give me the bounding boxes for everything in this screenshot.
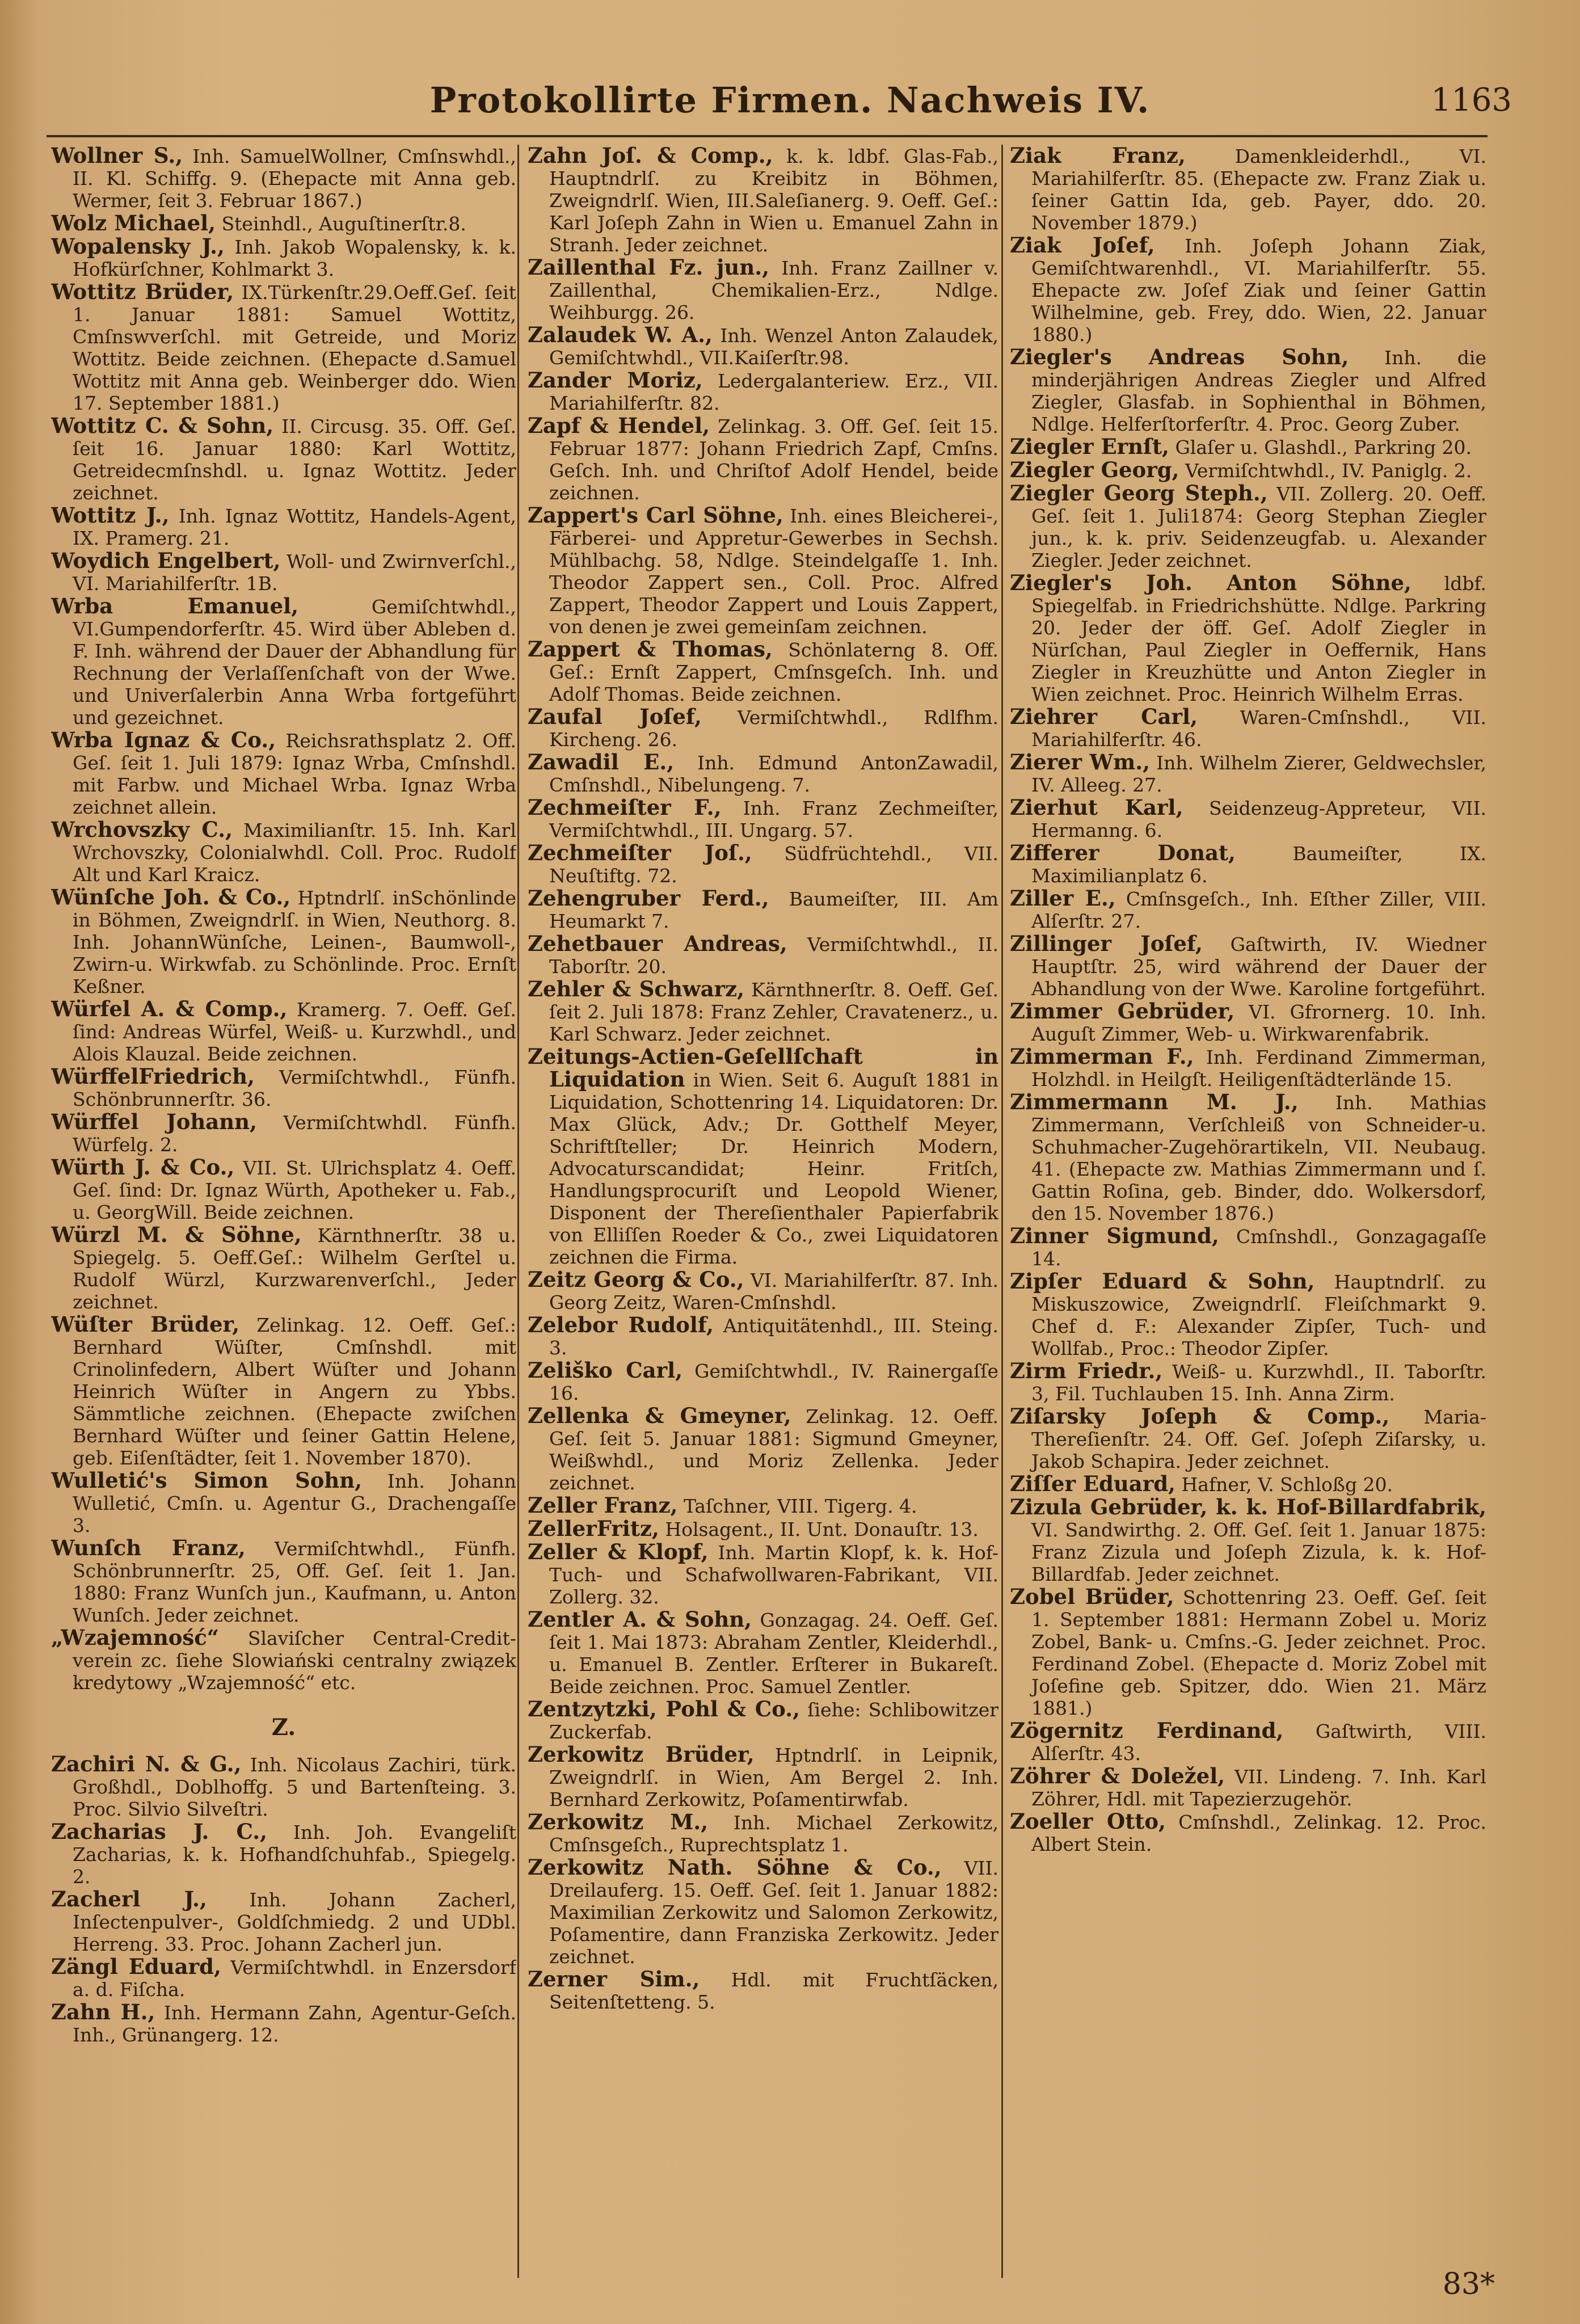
directory-entry xyxy=(1010,1473,1486,1496)
firm-details: Zelinkag. 3. Off. Geſ. ſeit 15. Februar 1877: Johann Friedrich Zapf, Cmſns. Geſch. Inh. und Chriſtof Adolf Hendel, beide zeichnen. xyxy=(549,415,998,504)
firm-details: Cmſnsgeſch., Inh. Eſther Ziller, VIII. Alſerſtr. 27. xyxy=(1031,888,1486,932)
firm-details: Inh. SamuelWollner, Cmſnswhdl., II. Kl. Schiffg. 9. (Ehepacte mit Anna geb. Wermer, ſeit 3. Februar 1867.) xyxy=(73,145,516,212)
column-divider xyxy=(517,145,519,2278)
directory-entry xyxy=(528,504,998,638)
directory-entry xyxy=(528,1744,998,1811)
firm-name: Zentzytzki, Pohl & Co., xyxy=(528,1696,800,1721)
firm-details: VII. St. Ulrichsplatz 4. Oeff. Geſ. ſind: Dr. Ignaz Würth, Apotheker u. Fab., u. GeorgWill. Beide zeichnen. xyxy=(73,1157,516,1223)
directory-entry xyxy=(528,1698,998,1743)
firm-details: Inh. Ignaz Wottitz, Handels-Agent, IX. Pramerg. 21. xyxy=(73,505,516,549)
firm-details: Inh. Johann Wulletić, Cmſn. u. Agentur G., Drachengaſſe 3. xyxy=(73,1470,516,1536)
directory-entry xyxy=(1010,482,1486,571)
firm-details: Hptndrlſ. inSchönlinde in Böhmen, Zweigndrlſ. in Wien, Neuthorg. 8. Inh. JohannWünſche, Leinen-, Baumwoll-, Zwirn-u. Wirkwfab. zu Schönlinde. Proc. Ernſt Keßner. xyxy=(73,887,516,997)
firm-name: ZellerFritz, xyxy=(528,1516,659,1541)
directory-entry xyxy=(528,145,998,256)
firm-details: Vermiſchtwhdl., Fünfh. Schönbrunnerſtr. 25, Off. Geſ. ſeit 1. Jan. 1880: Franz Wunſch jun., Kaufmann, u. Anton Wunſch. Jeder zeichnet. xyxy=(73,1538,516,1626)
firm-details: VII. Lindeng. 7. Inh. Karl Zöhrer, Hdl. mit Tapezierzugehör. xyxy=(1031,1766,1486,1810)
firm-name: Zifferer Donat, xyxy=(1010,840,1236,865)
firm-name: Zapf & Hendel, xyxy=(528,413,710,438)
directory-entry xyxy=(51,1156,516,1223)
firm-details: Kramerg. 7. Oeff. Geſ. ſind: Andreas Würfel, Weiß- u. Kurzwhdl., und Alois Klauzal. Beide zeichnen. xyxy=(73,999,516,1065)
firm-details: Schottenring 23. Oeff. Geſ. ſeit 1. September 1881: Hermann Zobel u. Moriz Zobel, Bank- u. Cmſns.-G. Jeder zeichnet. Proc. Ferdinand Zobel. (Ehepacte d. Moriz Zobel mit Joſefine geb. Spitzer, ddo. Wien 21. März 1881.) xyxy=(1031,1586,1486,1719)
directory-entry xyxy=(1010,842,1486,887)
firm-name: Ziegler Ernſt, xyxy=(1010,434,1169,459)
firm-name: Wollner S., xyxy=(51,145,183,168)
firm-name: Zawadil E., xyxy=(528,750,675,774)
firm-details: Hafner, V. Schloßg 20. xyxy=(1181,1473,1393,1496)
firm-details: Inh. Franz Zaillner v. Zaillenthal, Chemikalien-Erz., Ndlge. Weihburgg. 26. xyxy=(549,257,998,323)
directory-entry xyxy=(51,998,516,1065)
directory-entry xyxy=(528,1518,998,1540)
directory-entry xyxy=(1010,1046,1486,1091)
firm-details: Gaſtwirth, IV. Wiedner Hauptſtr. 25, wird während der Dauer der Abhandlung von der Wwe. Karoline fortgeführt. xyxy=(1031,933,1486,1000)
directory-entry xyxy=(51,1111,516,1156)
firm-details: Reichsrathsplatz 2. Off. Geſ. ſeit 1. Juli 1879: Ignaz Wrba, Cmſnshdl. mit Farbw. und Michael Wrba. Ignaz Wrba zeichnet allein. xyxy=(73,730,516,818)
firm-name: Wrba Ignaz & Co., xyxy=(51,727,276,752)
firm-name: Zehler & Schwarz, xyxy=(528,976,745,1001)
firm-name: Ziſſer Eduard, xyxy=(1010,1471,1176,1496)
directory-entry xyxy=(1010,1000,1486,1045)
firm-details: Inh. die minderjährigen Andreas Ziegler und Alfred Ziegler, Glasfab. in Sophienthal in Böhmen, Ndlge. Helferſtorferſtr. 4. Proc. Georg Zuber. xyxy=(1031,347,1486,435)
firm-details: Cmſnshdl., Zelinkag. 12. Proc. Albert Stein. xyxy=(1031,1811,1486,1855)
firm-details: Kärnthnerſtr. 38 u. Spiegelg. 5. Oeff.Geſ.: Wilhelm Gerſtel u. Rudolf Würzl, Kurzwarenverſchl., Jeder zeichnet. xyxy=(73,1224,516,1313)
directory-entry xyxy=(528,842,998,887)
firm-name: Wottitz C. & Sohn, xyxy=(51,413,274,438)
directory-entry xyxy=(1010,1225,1486,1270)
firm-details: Inh. Jakob Wopalensky, k. k. Hofkürſchner, Kohlmarkt 3. xyxy=(73,236,516,280)
firm-name: Wünſche Joh. & Co., xyxy=(51,885,291,910)
firm-details: ſiehe: Schlibowitzer Zuckerfab. xyxy=(549,1699,998,1743)
directory-entry xyxy=(51,1066,516,1110)
firm-name: Zaufal Joſef, xyxy=(528,704,702,729)
directory-entry xyxy=(528,797,998,841)
directory-entry xyxy=(1010,1765,1486,1810)
firm-name: Zalaudek W. A., xyxy=(528,322,713,347)
directory-entry xyxy=(51,145,516,212)
directory-entry xyxy=(528,978,998,1045)
directory-entry xyxy=(528,1046,998,1268)
directory-entry xyxy=(528,751,998,796)
firm-name: Zerkowitz Nath. Söhne & Co., xyxy=(528,1855,942,1880)
signature-mark: 83* xyxy=(1442,2267,1495,2301)
firm-details: Vermiſchtwhdl., II. Taborſtr. 20. xyxy=(549,933,998,978)
firm-name: Ziller E., xyxy=(1010,886,1116,911)
firm-name: Zehengruber Ferd., xyxy=(528,886,769,911)
firm-name: Zerner Sim., xyxy=(528,1967,700,1992)
column-1 xyxy=(51,145,516,2278)
firm-name: Ziegler's Joh. Anton Söhne, xyxy=(1010,570,1412,595)
directory-entry xyxy=(51,1627,516,1694)
firm-name: Zierer Wm., xyxy=(1010,750,1151,774)
firm-name: Zappert & Thomas, xyxy=(528,637,773,662)
firm-details: Ledergalanteriew. Erz., VII. Mariahilferſtr. 82. xyxy=(549,370,998,414)
firm-name: Zinner Sigmund, xyxy=(1010,1223,1219,1248)
directory-entry xyxy=(51,1821,516,1888)
directory-entry xyxy=(528,1811,998,1856)
firm-name: Ziak Joſef, xyxy=(1010,233,1155,258)
firm-name: Zerkowitz Brüder, xyxy=(528,1742,755,1767)
firm-name: Zentler A. & Sohn, xyxy=(528,1607,752,1632)
directory-entry xyxy=(528,933,998,978)
firm-name: WürffelFriedrich, xyxy=(51,1064,255,1089)
firm-name: Wopalensky J., xyxy=(51,234,225,259)
firm-name: Zimmerman F., xyxy=(1010,1044,1194,1069)
firm-name: Zöhrer & Doležel, xyxy=(1010,1763,1225,1788)
directory-entry xyxy=(51,595,516,729)
column-2 xyxy=(528,145,998,2278)
page-header xyxy=(0,79,1580,130)
directory-entry xyxy=(1010,797,1486,841)
directory-entry xyxy=(1010,1586,1486,1719)
firm-details: Maria-Thereſienſtr. 24. Off. Geſ. Joſeph Ziſarsky, u. Jakob Schapira. Jeder zeichnet. xyxy=(1031,1406,1486,1472)
page-number: 1163 xyxy=(1431,82,1512,119)
firm-name: Ziegler's Andreas Sohn, xyxy=(1010,344,1349,369)
column-3 xyxy=(1010,145,1486,2278)
firm-name: Wolz Michael, xyxy=(51,210,216,235)
firm-name: Zacherl J., xyxy=(51,1887,207,1912)
directory-entry xyxy=(51,550,516,595)
firm-details: VI. Gfrornerg. 10. Inh. Auguſt Zimmer, Web- u. Wirkwarenfabrik. xyxy=(1031,1001,1486,1045)
firm-details: Vermiſchtwhdl., IV. Paniglg. 2. xyxy=(1185,460,1472,482)
firm-name: Wrba Emanuel, xyxy=(51,593,299,618)
directory-entry xyxy=(51,2001,516,2046)
header-rule xyxy=(47,135,1488,137)
firm-details: Slaviſcher Central-Credit-verein zc. ſiehe Slowiański centralny związek kredytowy „Wzajemność“ etc. xyxy=(73,1627,516,1694)
firm-details: Inh. Joh. Evangeliſt Zacharias, k. k. Hofhandſchuhfab., Spiegelg. 2. xyxy=(73,1821,516,1888)
firm-name: Wottitz J., xyxy=(51,503,170,528)
firm-details: Waren-Cmſnshdl., VII. Mariahilferſtr. 46. xyxy=(1031,706,1486,751)
directory-entry xyxy=(51,1224,516,1313)
firm-details: Inh. Wenzel Anton Zalaudek, Gemiſchtwhdl., VII.Kaiſerſtr.98. xyxy=(549,325,998,369)
firm-details: Baumeiſter, IX. Maximilianplatz 6. xyxy=(1031,843,1486,887)
directory-entry xyxy=(51,212,516,235)
firm-name: Ziſarsky Joſeph & Comp., xyxy=(1010,1404,1390,1429)
firm-name: Wunſch Franz, xyxy=(51,1535,246,1560)
directory-entry xyxy=(1010,1270,1486,1359)
firm-details: Inh. Michael Zerkowitz, Cmſnsgeſch., Ruprechtsplatz 1. xyxy=(549,1812,998,1856)
directory-entry xyxy=(1010,1811,1486,1855)
firm-details: Holsagent., II. Unt. Donauſtr. 13. xyxy=(665,1518,979,1540)
page-title: Protokollirte Firmen. Nachweis IV. xyxy=(429,79,1151,121)
firm-name: Zoeller Otto, xyxy=(1010,1809,1166,1834)
directory-entry xyxy=(1010,1360,1486,1405)
firm-details: Steinhdl., Auguſtinerſtr.8. xyxy=(221,213,466,235)
firm-details: Zelinkag. 12. Oeff. Geſ. ſeit 5. Januar 1881: Sigmund Gmeyner, Weißwhdl., und Moriz Zellenka. Jeder zeichnet. xyxy=(549,1405,998,1494)
directory-entry xyxy=(1010,751,1486,796)
directory-entry xyxy=(528,1494,998,1517)
firm-details: Inh. Nicolaus Zachiri, türk. Großhdl., Doblhoffg. 5 und Bartenſteing. 3. Proc. Silvio Silveſtri. xyxy=(73,1754,516,1820)
firm-name: Ziak Franz, xyxy=(1010,145,1186,168)
directory-entry xyxy=(528,887,998,932)
directory-entry xyxy=(528,1856,998,1968)
directory-entry xyxy=(528,638,998,705)
firm-name: „Wzajemność“ xyxy=(51,1625,220,1650)
firm-details: Inh. Hermann Zahn, Agentur-Geſch. Inh., Grünangerg. 12. xyxy=(73,2002,516,2046)
firm-details: VI. Mariahilferſtr. 87. Inh. Georg Zeitz, Waren-Cmſnshdl. xyxy=(549,1269,998,1313)
directory-entry xyxy=(528,706,998,751)
firm-details: k. k. ldbf. Glas-Fab., Hauptndrlſ. zu Kreibitz in Böhmen, Zweigndrlſ. Wien, III.Saleſianerg. 9. Oeff. Geſ.: Karl Joſeph Zahn in Wien u. Emanuel Zahn in Stranh. Jeder zeichnet. xyxy=(549,145,998,256)
firm-details: Gonzagag. 24. Oeff. Geſ. ſeit 1. Mai 1873: Abraham Zentler, Kleiderhdl., u. Emanuel B. Zentler. Erſterer in Bukareſt. Beide zeichnen. Proc. Samuel Zentler. xyxy=(549,1609,998,1698)
firm-details: Baumeiſter, III. Am Heumarkt 7. xyxy=(549,888,998,932)
column-divider xyxy=(1001,145,1003,2278)
firm-details: Antiquitätenhdl., III. Steing. 3. xyxy=(549,1315,998,1359)
directory-entry xyxy=(1010,346,1486,435)
firm-name: Würfel A. & Comp., xyxy=(51,996,288,1021)
directory-entry xyxy=(528,1609,998,1698)
firm-details: Inh. Franz Zechmeiſter, Vermiſchtwhdl., III. Ungarg. 57. xyxy=(549,797,998,841)
directory-entry xyxy=(51,729,516,818)
firm-name: Wüſter Brüder, xyxy=(51,1312,240,1337)
firm-name: Ziegler Georg Steph., xyxy=(1010,481,1268,506)
firm-details: Hauptndrlſ. zu Miskuszowice, Zweigndrlſ. Fleiſchmarkt 9. Chef d. F.: Alexander Zipſer, Tuch- und Wollfab., Proc.: Theodor Zipſer. xyxy=(1031,1271,1486,1359)
directory-entry xyxy=(528,256,998,323)
directory-entry xyxy=(1010,145,1486,234)
firm-details: Vermiſchtwhdl., Rdlfhm. Kircheng. 26. xyxy=(549,706,998,751)
firm-name: Wrchovszky C., xyxy=(51,817,233,842)
firm-details: II. Circusg. 35. Off. Geſ. ſeit 16. Januar 1880: Karl Wottitz, Getreidecmſnshdl. u. Ignaz Wottitz. Jeder zeichnet. xyxy=(73,415,516,504)
firm-name: Zimmer Gebrüder, xyxy=(1010,999,1235,1024)
firm-name: Zögernitz Ferdinand, xyxy=(1010,1718,1284,1743)
directory-entry xyxy=(528,1968,998,2013)
firm-name: Zahn H., xyxy=(51,1999,155,2024)
firm-name: Zerkowitz M., xyxy=(528,1809,709,1834)
firm-details: Inh. Mathias Zimmermann, Verſchleiß von Schneider-u. Schuhmacher-Zugehörartikeln, VII. Neubaug. 41. (Ehepacte zw. Mathias Zimmermann und ſ. Gattin Roſina, geb. Binder, ddo. Wolkersdorf, den 15. November 1876.) xyxy=(1031,1092,1486,1224)
directory-entry xyxy=(528,1359,998,1404)
directory-entry xyxy=(1010,1496,1486,1585)
firm-name: Zeller Franz, xyxy=(528,1493,678,1518)
directory-entry xyxy=(1010,459,1486,482)
directory-entry xyxy=(51,281,516,414)
firm-details: in Wien. Seit 6. Auguſt 1881 in Liquidation, Schottenring 14. Liquidatoren: Dr. Max Glück, Adv.; Dr. Gotthelf Meyer, Schriftſteller; Dr. Heinrich Modern, Advocaturscandidat; Heinr. Fritſch, Handlungsprocuriſt und Leopold Wiener, Disponent der Thereſienthaler Papierfabrik von Elliſſen Roeder & Co., zwei Liquidatoren zeichnen die Firma. xyxy=(549,1069,998,1268)
firm-name: Zeitungs-Actien-Geſellſchaft in Liquidation xyxy=(528,1044,998,1092)
directory-entry xyxy=(1010,234,1486,346)
directory-entry xyxy=(528,1269,998,1313)
firm-details: IX.Türkenſtr.29.Oeff.Geſ. ſeit 1. Januar 1881: Samuel Wottitz, Cmſnswverſchl. mit Getreide, und Moriz Wottitz. Beide zeichnen. (Ehepacte d.Samuel Wottitz mit Anna geb. Weinberger ddo. Wien 17. September 1881.) xyxy=(73,281,516,414)
directory-entry xyxy=(1010,1091,1486,1224)
firm-name: Zechmeiſter F., xyxy=(528,795,722,820)
firm-details: Südfrüchtehdl., VII. Neuſtiftg. 72. xyxy=(549,843,998,887)
directory-entry xyxy=(528,415,998,504)
firm-details: Seidenzeug-Appreteur, VII. Hermanng. 6. xyxy=(1031,797,1486,841)
directory-entry xyxy=(51,1888,516,1955)
firm-name: Zachiri N. & G., xyxy=(51,1752,242,1776)
firm-name: Zander Moriz, xyxy=(528,368,703,393)
firm-name: Wulletić's Simon Sohn, xyxy=(51,1468,363,1493)
firm-name: Zeitz Georg & Co., xyxy=(528,1267,744,1292)
firm-name: Zobel Brüder, xyxy=(1010,1584,1174,1609)
firm-name: Zizula Gebrüder, k. k. Hof-Billardfabrik, xyxy=(1010,1494,1486,1519)
directory-entry xyxy=(528,1541,998,1608)
firm-details: VII. Zollerg. 20. Oeff. Geſ. ſeit 1. Juli1874: Georg Stephan Ziegler jun., k. k. priv. Seidenzeugfab. u. Alexander Ziegler. Jeder zeichnet. xyxy=(1031,483,1486,571)
directory-entry xyxy=(51,1313,516,1469)
directory-entry xyxy=(528,1314,998,1359)
directory-entry xyxy=(1010,1405,1486,1472)
firm-name: Würth J. & Co., xyxy=(51,1155,235,1180)
firm-name: Zaillenthal Fz. jun., xyxy=(528,255,769,280)
firm-details: Damenkleiderhdl., VI. Mariahilferſtr. 85. (Ehepacte zw. Franz Ziak u. ſeiner Gattin Ida, geb. Payer, ddo. 20. November 1879.) xyxy=(1031,145,1486,234)
firm-details: Woll- und Zwirnverſchl., VI. Mariahilferſtr. 1B. xyxy=(73,550,516,595)
firm-details: VII. Dreilauferg. 15. Oeff. Geſ. ſeit 1. Januar 1882: Maximilian Zerkowitz und Salomon Zerkowitz, Poſamentire, dann Franziska Zerkowitz. Jeder zeichnet. xyxy=(549,1857,998,1968)
firm-name: Zängl Eduard, xyxy=(51,1954,221,1979)
firm-details: Inh. Wilhelm Zierer, Geldwechsler, IV. Alleeg. 27. xyxy=(1031,752,1486,796)
firm-name: Zirm Friedr., xyxy=(1010,1358,1163,1383)
firm-name: Zehetbauer Andreas, xyxy=(528,931,787,956)
firm-name: Zierhut Karl, xyxy=(1010,795,1183,820)
firm-details: Cmſnshdl., Gonzagagaſſe 14. xyxy=(1031,1226,1486,1270)
directory-entry xyxy=(51,886,516,997)
firm-name: Zacharias J. C., xyxy=(51,1819,268,1844)
firm-details: Inh. eines Bleicherei-, Färberei- und Appretur-Gewerbes in Sechsh. Mühlbachg. 58, Ndlge. Steindelgaſſe 1. Inh. Theodor Zappert sen., Coll. Proc. Alfred Zappert, Theodor Zappert und Louis Zappert, von denen je zwei gemeinſam zeichnen. xyxy=(549,505,998,638)
firm-details: Hdl. mit Fruchtſäcken, Seitenſtetteng. 5. xyxy=(549,1969,998,2013)
firm-details: Vermiſchtwhdl. in Enzersdorf a. d. Fiſcha. xyxy=(73,1956,516,2001)
firm-name: Zechmeiſter Joſ., xyxy=(528,840,752,865)
firm-name: Zelebor Rudolf, xyxy=(528,1312,714,1337)
firm-details: Taſchner, VIII. Tigerg. 4. xyxy=(683,1495,917,1517)
directory-entry xyxy=(51,415,516,504)
firm-name: Zeller & Klopf, xyxy=(528,1539,709,1564)
firm-name: Ziegler Georg, xyxy=(1010,457,1179,482)
directory-entry xyxy=(51,1470,516,1536)
firm-details: Zelinkag. 12. Oeff. Geſ.: Bernhard Wüſter, Cmſnshdl. mit Crinolinfedern, Albert Wüſter und Johann Heinrich Wüſter in Angern zu Ybbs. Sämmtliche zeichnen. (Ehepacte zwiſchen Bernhard Wüſter und ſeiner Gattin Helene, geb. Eiſenſtädter, ſeit 1. November 1870). xyxy=(73,1314,516,1469)
directory-entry xyxy=(51,235,516,280)
firm-name: Ziehrer Carl, xyxy=(1010,704,1198,729)
firm-name: Zappert's Carl Söhne, xyxy=(528,503,783,528)
firm-details: Maximilianſtr. 15. Inh. Karl Wrchovszky, Colonialwhdl. Coll. Proc. Rudolf Alt und Karl Kraicz. xyxy=(73,819,516,886)
firm-details: Inh. Ferdinand Zimmerman, Holzhdl. in Heilgſt. Heiligenſtädterlände 15. xyxy=(1031,1046,1486,1091)
directory-entry xyxy=(1010,1720,1486,1765)
firm-name: Zellenka & Gmeyner, xyxy=(528,1403,791,1428)
firm-name: Zipſer Eduard & Sohn, xyxy=(1010,1269,1315,1294)
firm-details: Gemiſchtwhdl., IV. Rainergaſſe 16. xyxy=(549,1360,998,1404)
firm-details: Vermiſchtwhdl. Fünfh. Würfelg. 2. xyxy=(73,1112,516,1156)
firm-name: Wottitz Brüder, xyxy=(51,279,234,304)
directory-entry xyxy=(528,324,998,369)
firm-details: Inh. Martin Klopf, k. k. Hof-Tuch- und Schafwollwaren-Fabrikant, VII. Zollerg. 32. xyxy=(549,1542,998,1608)
directory-entry xyxy=(51,819,516,886)
section-letter: Z. xyxy=(271,1714,296,1741)
firm-details: Hptndrlſ. in Leipnik, Zweigndrlſ. in Wien, Am Bergel 2. Inh. Bernhard Zerkowitz, Poſamentirwfab. xyxy=(549,1744,998,1811)
directory-entry xyxy=(51,1753,516,1820)
firm-name: Zillinger Joſef, xyxy=(1010,931,1203,956)
firm-details: Weiß- u. Kurzwhdl., II. Taborſtr. 3, Fil. Tuchlauben 15. Inh. Anna Zirm. xyxy=(1031,1361,1486,1405)
firm-name: Zeliško Carl, xyxy=(528,1358,683,1383)
directory-entry xyxy=(51,504,516,549)
directory-entry xyxy=(1010,887,1486,932)
directory-entry xyxy=(1010,933,1486,1000)
firm-details: VI. Sandwirthg. 2. Off. Geſ. ſeit 1. Januar 1875: Franz Zizula und Joſeph Zizula, k. k. Hof-Billardfab. Jeder zeichnet. xyxy=(1031,1519,1486,1585)
directory-entry xyxy=(1010,436,1486,458)
directory-entry xyxy=(51,1537,516,1626)
firm-details: Gemiſchtwhdl., VI.Gumpendorferſtr. 45. Wird über Ableben d. F. Inh. während der Dauer der Abhandlung für Rechnung der Verlaſſenſchaft von der Wwe. und Univerſalerbin Anna Wrba fortgeführt und gezeichnet. xyxy=(73,596,516,729)
directory-entry xyxy=(1010,572,1486,705)
directory-entry xyxy=(1010,706,1486,751)
firm-details: Inh. Joſeph Johann Ziak, Gemiſchtwarenhdl., VI. Mariahilferſtr. 55. Ehepacte zw. Joſef Ziak und ſeiner Gattin Wilhelmine, geb. Frey, ddo. Wien, 22. Januar 1880.) xyxy=(1031,235,1486,346)
directory-entry xyxy=(528,369,998,414)
firm-name: Woydich Engelbert, xyxy=(51,548,281,573)
firm-details: Gaſtwirth, VIII. Alſerſtr. 43. xyxy=(1031,1720,1486,1765)
firm-details: Glaſer u. Glashdl., Parkring 20. xyxy=(1175,436,1472,458)
firm-details: ldbf. Spiegelfab. in Friedrichshütte. Ndlge. Parkring 20. Jeder der öff. Geſ. Adolf Ziegler in Nürſchan, Paul Ziegler in Oeffernik, Hans Ziegler in Kreuzhütte und Anton Ziegler in Wien zeichnet. Proc. Heinrich Wilhelm Erras. xyxy=(1031,572,1486,705)
firm-name: Würffel Johann, xyxy=(51,1109,257,1134)
firm-name: Zahn Joſ. & Comp., xyxy=(528,145,773,168)
firm-details: Vermiſchtwhdl., Fünfh. Schönbrunnerſtr. 36. xyxy=(73,1066,516,1110)
directory-entry xyxy=(528,1405,998,1494)
firm-details: Inh. Edmund AntonZawadil, Cmſnshdl., Nibelungeng. 7. xyxy=(549,752,998,796)
firm-details: Inh. Johann Zacherl, Inſectenpulver-, Goldſchmiedg. 2 und UDbl. Herreng. 33. Proc. Johann Zacherl jun. xyxy=(73,1889,516,1955)
firm-name: Zimmermann M. J., xyxy=(1010,1089,1299,1114)
firm-details: Schönlaterng 8. Off. Geſ.: Ernſt Zappert, Cmſnsgeſch. Inh. und Adolf Thomas. Beide zeichnen. xyxy=(549,639,998,705)
firm-name: Würzl M. & Söhne, xyxy=(51,1222,302,1247)
firm-details: Kärnthnerſtr. 8. Oeff. Geſ. ſeit 2. Juli 1878: Franz Zehler, Cravatenerz., u. Karl Schwarz. Jeder zeichnet. xyxy=(549,979,998,1045)
directory-entry xyxy=(51,1956,516,2001)
